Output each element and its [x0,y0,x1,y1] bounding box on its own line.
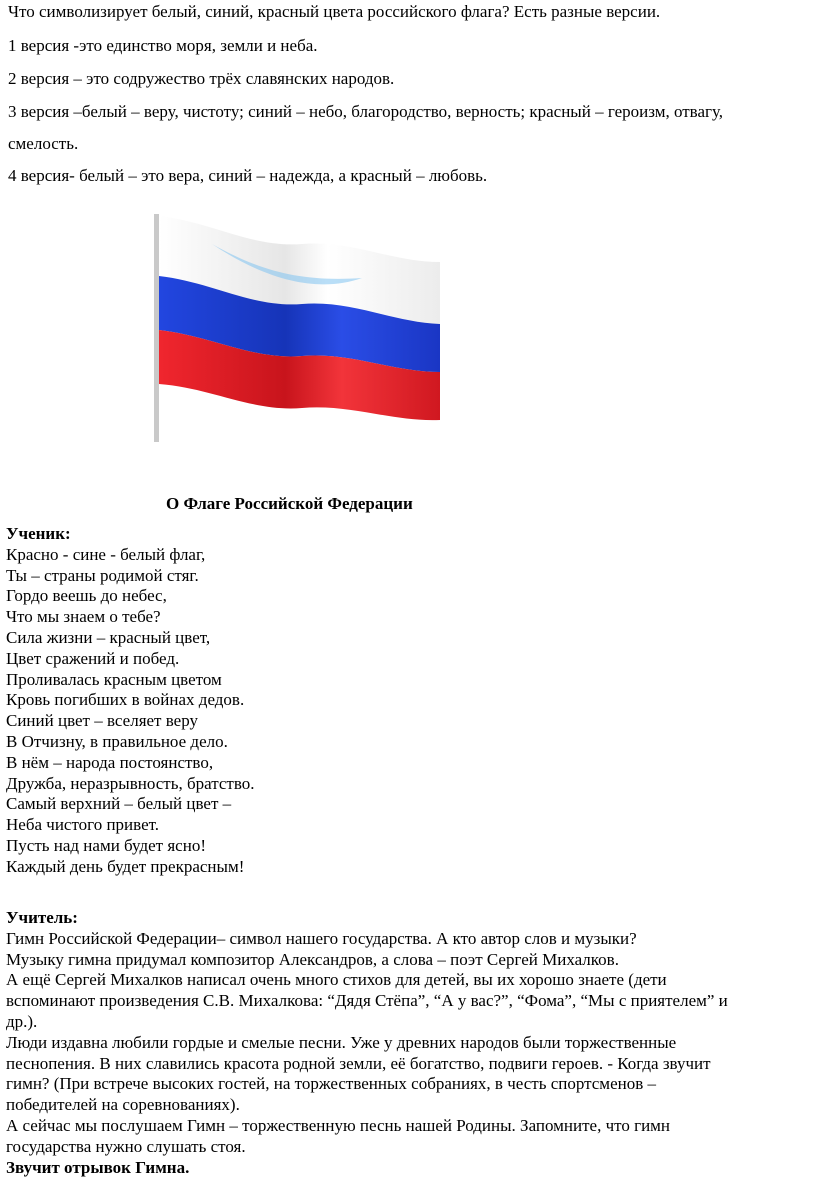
teacher-line: Гимн Российской Федерации– символ нашего государства. А кто автор слов и музыки? [6,928,637,948]
version-3-continued: смелость. [8,134,79,153]
version-2: 2 версия – это содружество трёх славянских народов. [8,69,395,88]
poem-line: Гордо веешь до небес, [6,586,167,606]
teacher-section [6,908,728,1178]
teacher-line: вспоминают произведения С.В. Михалкова: “Дядя Стёпа”, “А у вас?”, “Фома”, “Мы с приятелем” и [6,991,728,1011]
pupil-section [6,524,255,878]
version-3: 3 версия –белый – веру, чистоту; синий – небо, благородство, верность; красный – героизм, отвагу, [8,102,724,121]
pupil-label: Ученик: [6,524,71,543]
version-1: 1 версия -это единство моря, земли и неба. [8,36,318,55]
closing-line: Звучит отрывок Гимна. [6,1157,190,1177]
poem-line: В Отчизну, в правильное дело. [6,731,228,751]
poem-line: Ты – страны родимой стяг. [6,565,199,585]
poem-line: Дружба, неразрывность, братство. [6,773,255,793]
poem-line: Цвет сражений и побед. [6,648,180,668]
teacher-line: гимн? (При встрече высоких гостей, на торжественных собраниях, в честь спортсменов – [6,1074,656,1094]
teacher-line: песнопения. В них славились красота родной земли, её богатство, подвиги героев. - Когда звучит [6,1053,711,1073]
teacher-line: А ещё Сергей Михалков написал очень много стихов для детей, вы их хорошо знаете (дети [6,970,667,990]
version-4: 4 версия- белый – это вера, синий – надежда, а красный – любовь. [8,166,488,185]
poem-line: В нём – народа постоянство, [6,752,214,772]
poem-line: Неба чистого привет. [6,815,160,835]
poem-line: Красно - сине - белый флаг, [6,544,206,564]
flag-icon [152,212,444,444]
intro-question: Что символизирует белый, синий, красный цвета российского флага? Есть разные версии. [8,2,661,21]
poem-line: Синий цвет – вселяет веру [6,711,198,731]
teacher-line: Люди издавна любили гордые и смелые песни. Уже у древних народов были торжественные [6,1032,677,1052]
teacher-line: А сейчас мы послушаем Гимн – торжественную песнь нашей Родины. Запомните, что гимн [6,1115,671,1135]
poem-line: Пусть над нами будет ясно! [6,835,206,855]
poem-line: Сила жизни – красный цвет, [6,627,211,647]
teacher-line: победителей на соревнованиях). [6,1095,240,1115]
poem-line: Кровь погибших в войнах дедов. [6,690,245,710]
poem-line: Проливалась красным цветом [6,669,222,689]
teacher-line: государства нужно слушать стоя. [6,1136,246,1156]
flag-pole [154,214,159,442]
poem-line: Самый верхний – белый цвет – [6,794,232,814]
section-title: О Флаге Российской Федерации [166,494,413,513]
teacher-line: Музыку гимна придумал композитор Александров, а слова – поэт Сергей Михалков. [6,949,619,969]
poem-line: Каждый день будет прекрасным! [6,856,245,876]
poem-line: Что мы знаем о тебе? [6,607,161,627]
teacher-line: др.). [6,1011,38,1031]
teacher-label: Учитель: [6,908,78,927]
russian-flag-image [152,212,444,444]
